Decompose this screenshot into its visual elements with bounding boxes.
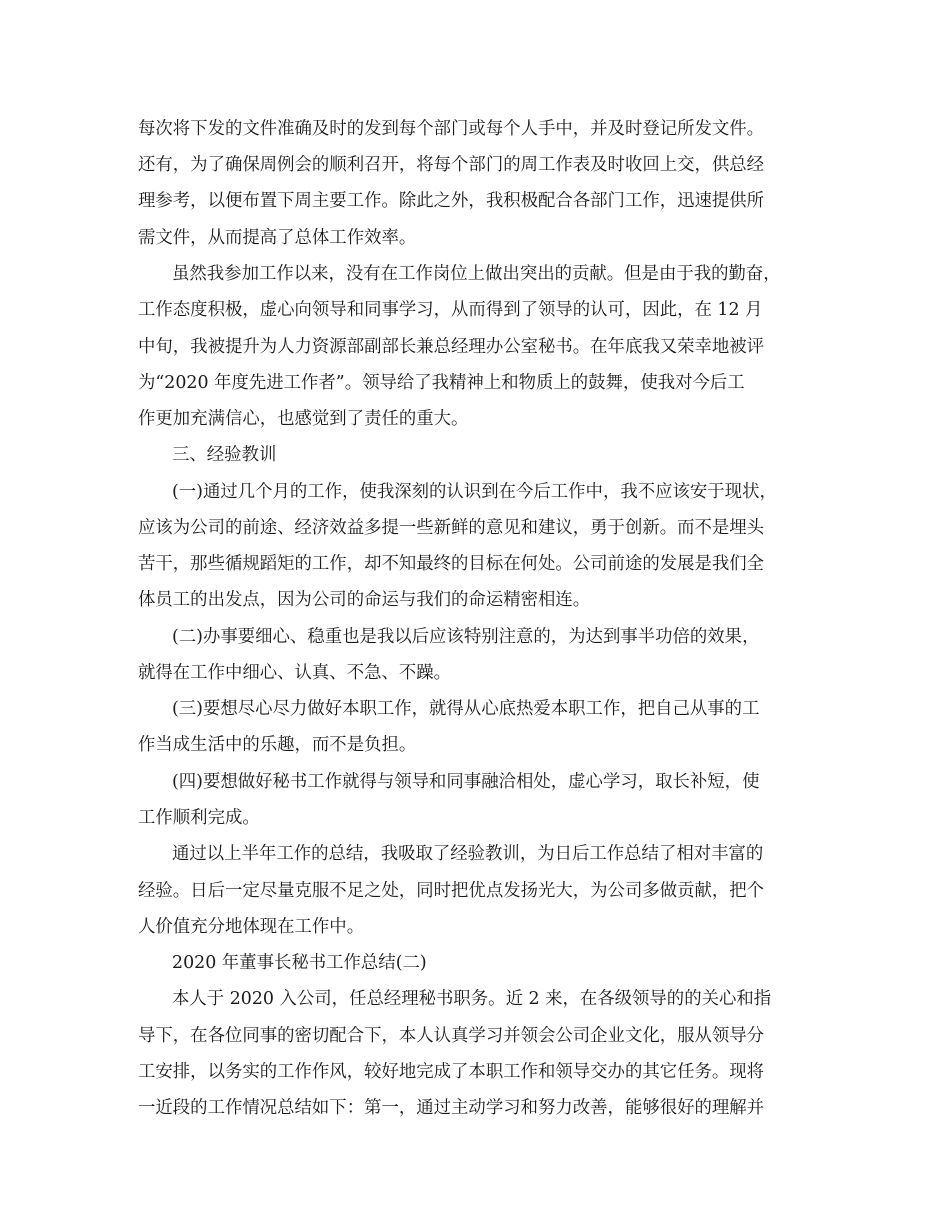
body-text-line: 作更加充满信心，也感觉到了责任的重大。 (138, 409, 469, 429)
body-text-line: 就得在工作中细心、认真、不急、不躁。 (138, 663, 452, 683)
paragraph-first-line: (四)要想做好秘书工作就得与领导和同事融洽相处，虚心学习，取长补短，使 (172, 772, 760, 792)
body-text-line: 体员工的出发点，因为公司的命运与我们的命运精密相连。 (138, 590, 591, 610)
body-text-line: 导下，在各位同事的密切配合下，本人认真学习并领会公司企业文化，服从领导分 (138, 1026, 765, 1046)
paragraph-first-line: (一)通过几个月的工作，使我深刻的认识到在今后工作中，我不应该安于现状， (172, 482, 777, 502)
body-text-line: 需文件，从而提高了总体工作效率。 (138, 228, 417, 248)
paragraph-first-line: 本人于 2020 入公司，任总经理秘书职务。近 2 来，在各级领导的的关心和指 (172, 989, 772, 1009)
paragraph-first-line: 通过以上半年工作的总结，我吸取了经验教训，为日后工作总结了相对丰富的 (172, 844, 764, 864)
body-text-line: 工作顺利完成。 (138, 808, 260, 828)
body-text-line: 经验。日后一定尽量克服不足之处，同时把优点发扬光大，为公司多做贡献，把个 (138, 881, 765, 901)
body-text-line: 作当成生活中的乐趣，而不是负担。 (138, 735, 417, 755)
paragraph-first-line: (三)要想尽心尽力做好本职工作，就得从心底热爱本职工作，把自己从事的工 (172, 699, 760, 719)
paragraph-first-line: 虽然我参加工作以来，没有在工作岗位上做出突出的贡献。但是由于我的勤奋， (172, 264, 781, 284)
body-text-line: 理参考，以便布置下周主要工作。除此之外，我积极配合各部门工作，迅速提供所 (138, 191, 765, 211)
body-text-line: 每次将下发的文件准确及时的发到每个部门或每个人手中，并及时登记所发文件。 (138, 119, 765, 139)
document-subtitle: 2020 年董事长秘书工作总结(二) (172, 953, 427, 973)
body-text-line: 为“2020 年度先进工作者”。领导给了我精神上和物质上的鼓舞，使我对今后工 (138, 373, 745, 393)
body-text-line: 工作态度积极，虚心向领导和同事学习，从而得到了领导的认可，因此，在 12 月 (138, 300, 763, 320)
paragraph-first-line: (二)办事要细心、稳重也是我以后应该特别注意的，为达到事半功倍的效果， (172, 627, 760, 647)
body-text-line: 应该为公司的前途、经济效益多提一些新鲜的意见和建议，勇于创新。而不是埋头 (138, 518, 765, 538)
body-text-line: 中旬，我被提升为人力资源部副部长兼总经理办公室秘书。在年底我又荣幸地被评 (138, 337, 765, 357)
body-text-line: 苦干，那些循规蹈矩的工作，却不知最终的目标在何处。公司前途的发展是我们全 (138, 554, 765, 574)
section-heading: 三、经验教训 (172, 445, 277, 465)
body-text-line: 人价值充分地体现在工作中。 (138, 917, 365, 937)
body-text-line: 一近段的工作情况总结如下：第一，通过主动学习和努力改善，能够很好的理解并 (138, 1098, 765, 1118)
body-text-line: 工安排，以务实的工作作风，较好地完成了本职工作和领导交办的其它任务。现将 (138, 1062, 765, 1082)
body-text-line: 还有，为了确保周例会的顺利召开，将每个部门的周工作表及时收回上交，供总经 (138, 155, 765, 175)
